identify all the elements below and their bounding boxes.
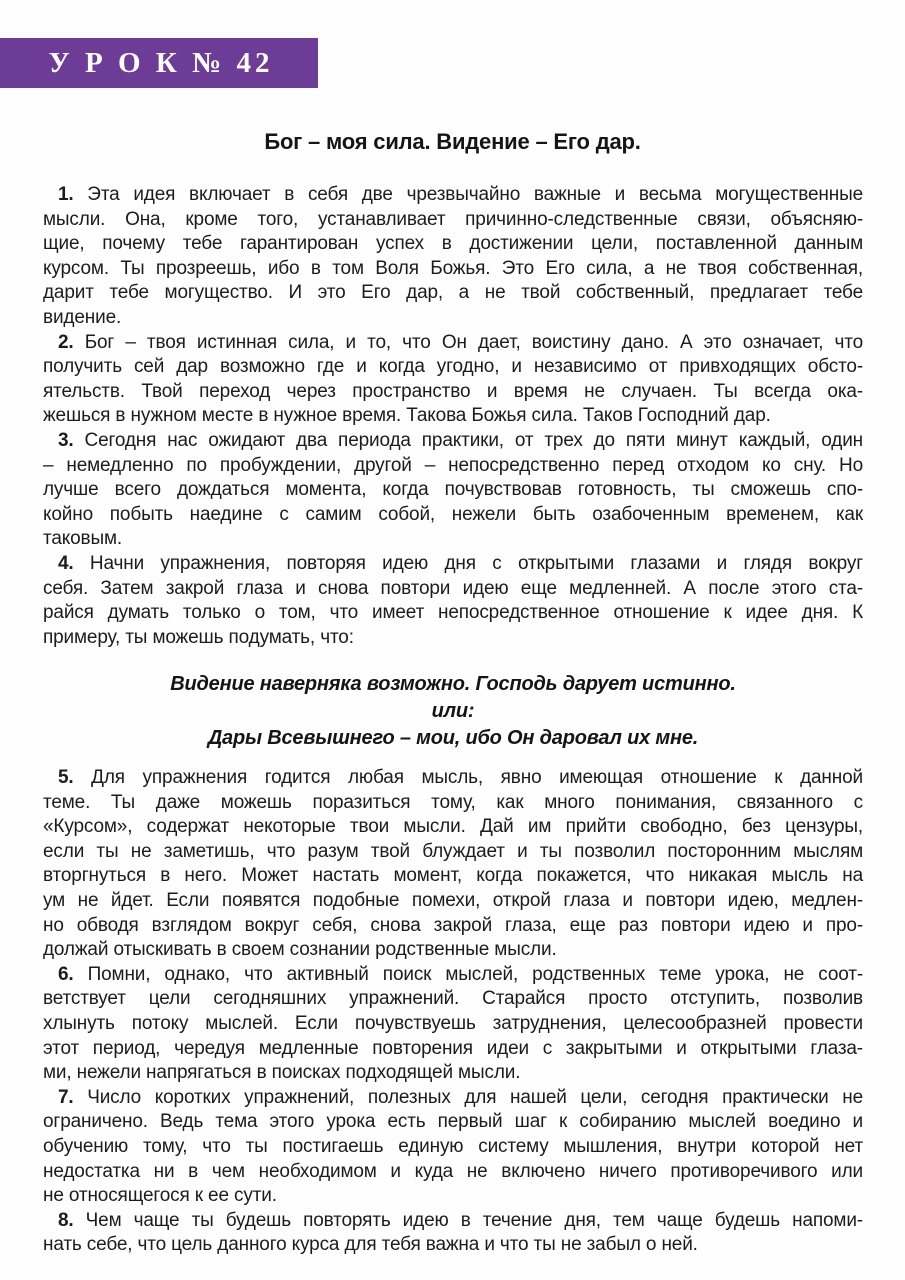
text-line: 4. Начни упражнения, повторяя идею дня с открытыми глазами и глядя вокруг	[58, 552, 863, 574]
paragraph-8	[43, 1209, 863, 1258]
text-line: ум не йдет. Если появятся подобные помехи, открой глаза и повтори идею, медлен-	[43, 889, 863, 911]
text-line: – немедленно по пробуждении, другой – непосредственно перед отходом ко сну. Но	[43, 454, 863, 476]
text-line: видение.	[43, 306, 122, 328]
text-line: ветствует цели сегодняшних упражнений. Старайся просто отступить, позволив	[43, 988, 863, 1010]
lesson-title: Бог – моя сила. Видение – Его дар.	[264, 129, 641, 154]
paragraph-5	[43, 766, 863, 963]
text-line: лучше всего дождаться момента, когда почувствовав готовность, ты сможешь спо-	[43, 479, 863, 501]
paragraph-4	[43, 552, 863, 650]
lesson-text-upper	[43, 183, 863, 650]
text-line: если ты не заметишь, что разум твой блуждает и ты позволил посторонним мыслям	[43, 840, 863, 862]
text-line: этот период, чередуя медленные повторения идеи с закрытыми и открытыми глаза-	[43, 1037, 863, 1059]
text-line: вторгнуться в него. Может настать момент, когда покажется, что никакая мысль на	[43, 865, 863, 887]
text-line: теме. Ты даже можешь поразиться тому, как много понимания, связанного с	[43, 791, 863, 813]
quote-line: Дары Всевышнего – мои, ибо Он даровал их мне.	[207, 727, 699, 749]
text-line: койно побыть наедине с самим собой, нежели быть озабоченным временем, как	[43, 503, 863, 525]
text-line: курсом. Ты прозреешь, ибо в том Воля Божья. Это Его сила, а не твоя собственная,	[43, 257, 863, 279]
text-line: 6. Помни, однако, что активный поиск мыслей, родственных теме урока, не соот-	[58, 963, 863, 985]
text-line: себя. Затем закрой глаза и снова повтори идею еще медленней. А после этого ста-	[43, 577, 863, 599]
lesson-banner	[0, 38, 318, 88]
text-line: щие, почему тебе гарантирован успех в достижении цели, поставленной данным	[43, 233, 863, 255]
text-line: жешься в нужном месте в нужное время. Такова Божья сила. Таков Господний дар.	[43, 405, 771, 427]
text-line: дарит тебе могущество. И это Его дар, а не твой собственный, предлагает тебе	[43, 282, 863, 304]
text-line: нать себе, что цель данного курса для тебя важна и что ты не забыл о ней.	[43, 1234, 698, 1256]
text-line: но обводя взглядом вокруг себя, снова закрой глаза, еще раз повтори идею и про-	[43, 914, 863, 936]
text-line: 8. Чем чаще ты будешь повторять идею в течение дня, тем чаще будешь напоми-	[58, 1209, 863, 1231]
text-line: ятельств. Твой переход через пространство и время не случаен. Ты всегда ока-	[43, 380, 863, 402]
text-line: 7. Число коротких упражнений, полезных для нашей цели, сегодня практически не	[58, 1086, 863, 1108]
affirmation-quote	[43, 671, 863, 752]
text-line: недостатка ни в чем необходимом и куда не включено ничего противоречивого или	[43, 1160, 863, 1182]
paragraph-1	[43, 183, 863, 331]
text-line: не относящегося к ее сути.	[43, 1185, 277, 1207]
paragraph-7	[43, 1086, 863, 1209]
text-line: должай отыскивать в своем сознании родственные мысли.	[43, 939, 557, 961]
text-line: 2. Бог – твоя истинная сила, и то, что Он дает, воистину дано. А это означает, что	[58, 331, 863, 353]
lesson-text-lower	[43, 766, 863, 1258]
lesson-number-label: У Р О К № 42	[48, 46, 274, 79]
quote-line: Видение наверняка возможно. Господь дарует истинно.	[170, 673, 736, 695]
text-line: «Курсом», содержат некоторые твои мысли. Дай им прийти свободно, без цензуры,	[43, 816, 863, 838]
text-line: райся думать только о том, что имеет непосредственное отношение к идее дня. К	[43, 602, 863, 624]
text-line: таковым.	[43, 528, 123, 550]
text-line: ми, нежели напрягаться в поисках подходящей мысли.	[43, 1062, 521, 1084]
quote-line: или:	[431, 700, 475, 722]
text-line: 1. Эта идея включает в себя две чрезвычайно важные и весьма могущественные	[58, 184, 863, 205]
paragraph-6	[43, 963, 863, 1086]
text-line: обучению тому, что ты постигаешь единую систему мышления, внутри которой нет	[43, 1135, 863, 1157]
text-line: получить сей дар возможно где и когда угодно, и независимо от привходящих обсто-	[43, 356, 863, 378]
text-line: мысли. Она, кроме того, устанавливает причинно-следственные связи, объясняю-	[43, 208, 863, 230]
text-line: примеру, ты можешь подумать, что:	[43, 626, 354, 648]
text-line: 5. Для упражнения годится любая мысль, явно имеющая отношение к данной	[58, 767, 863, 788]
paragraph-3	[43, 429, 863, 552]
paragraph-2	[43, 331, 863, 429]
text-line: хлынуть потоку мыслей. Если почувствуешь затруднения, целесообразней провести	[43, 1012, 863, 1034]
text-line: 3. Сегодня нас ожидают два периода практики, от трех до пяти минут каждый, один	[58, 429, 863, 451]
text-line: ограничено. Ведь тема этого урока есть первый шаг к собиранию мыслей воедино и	[43, 1111, 863, 1133]
